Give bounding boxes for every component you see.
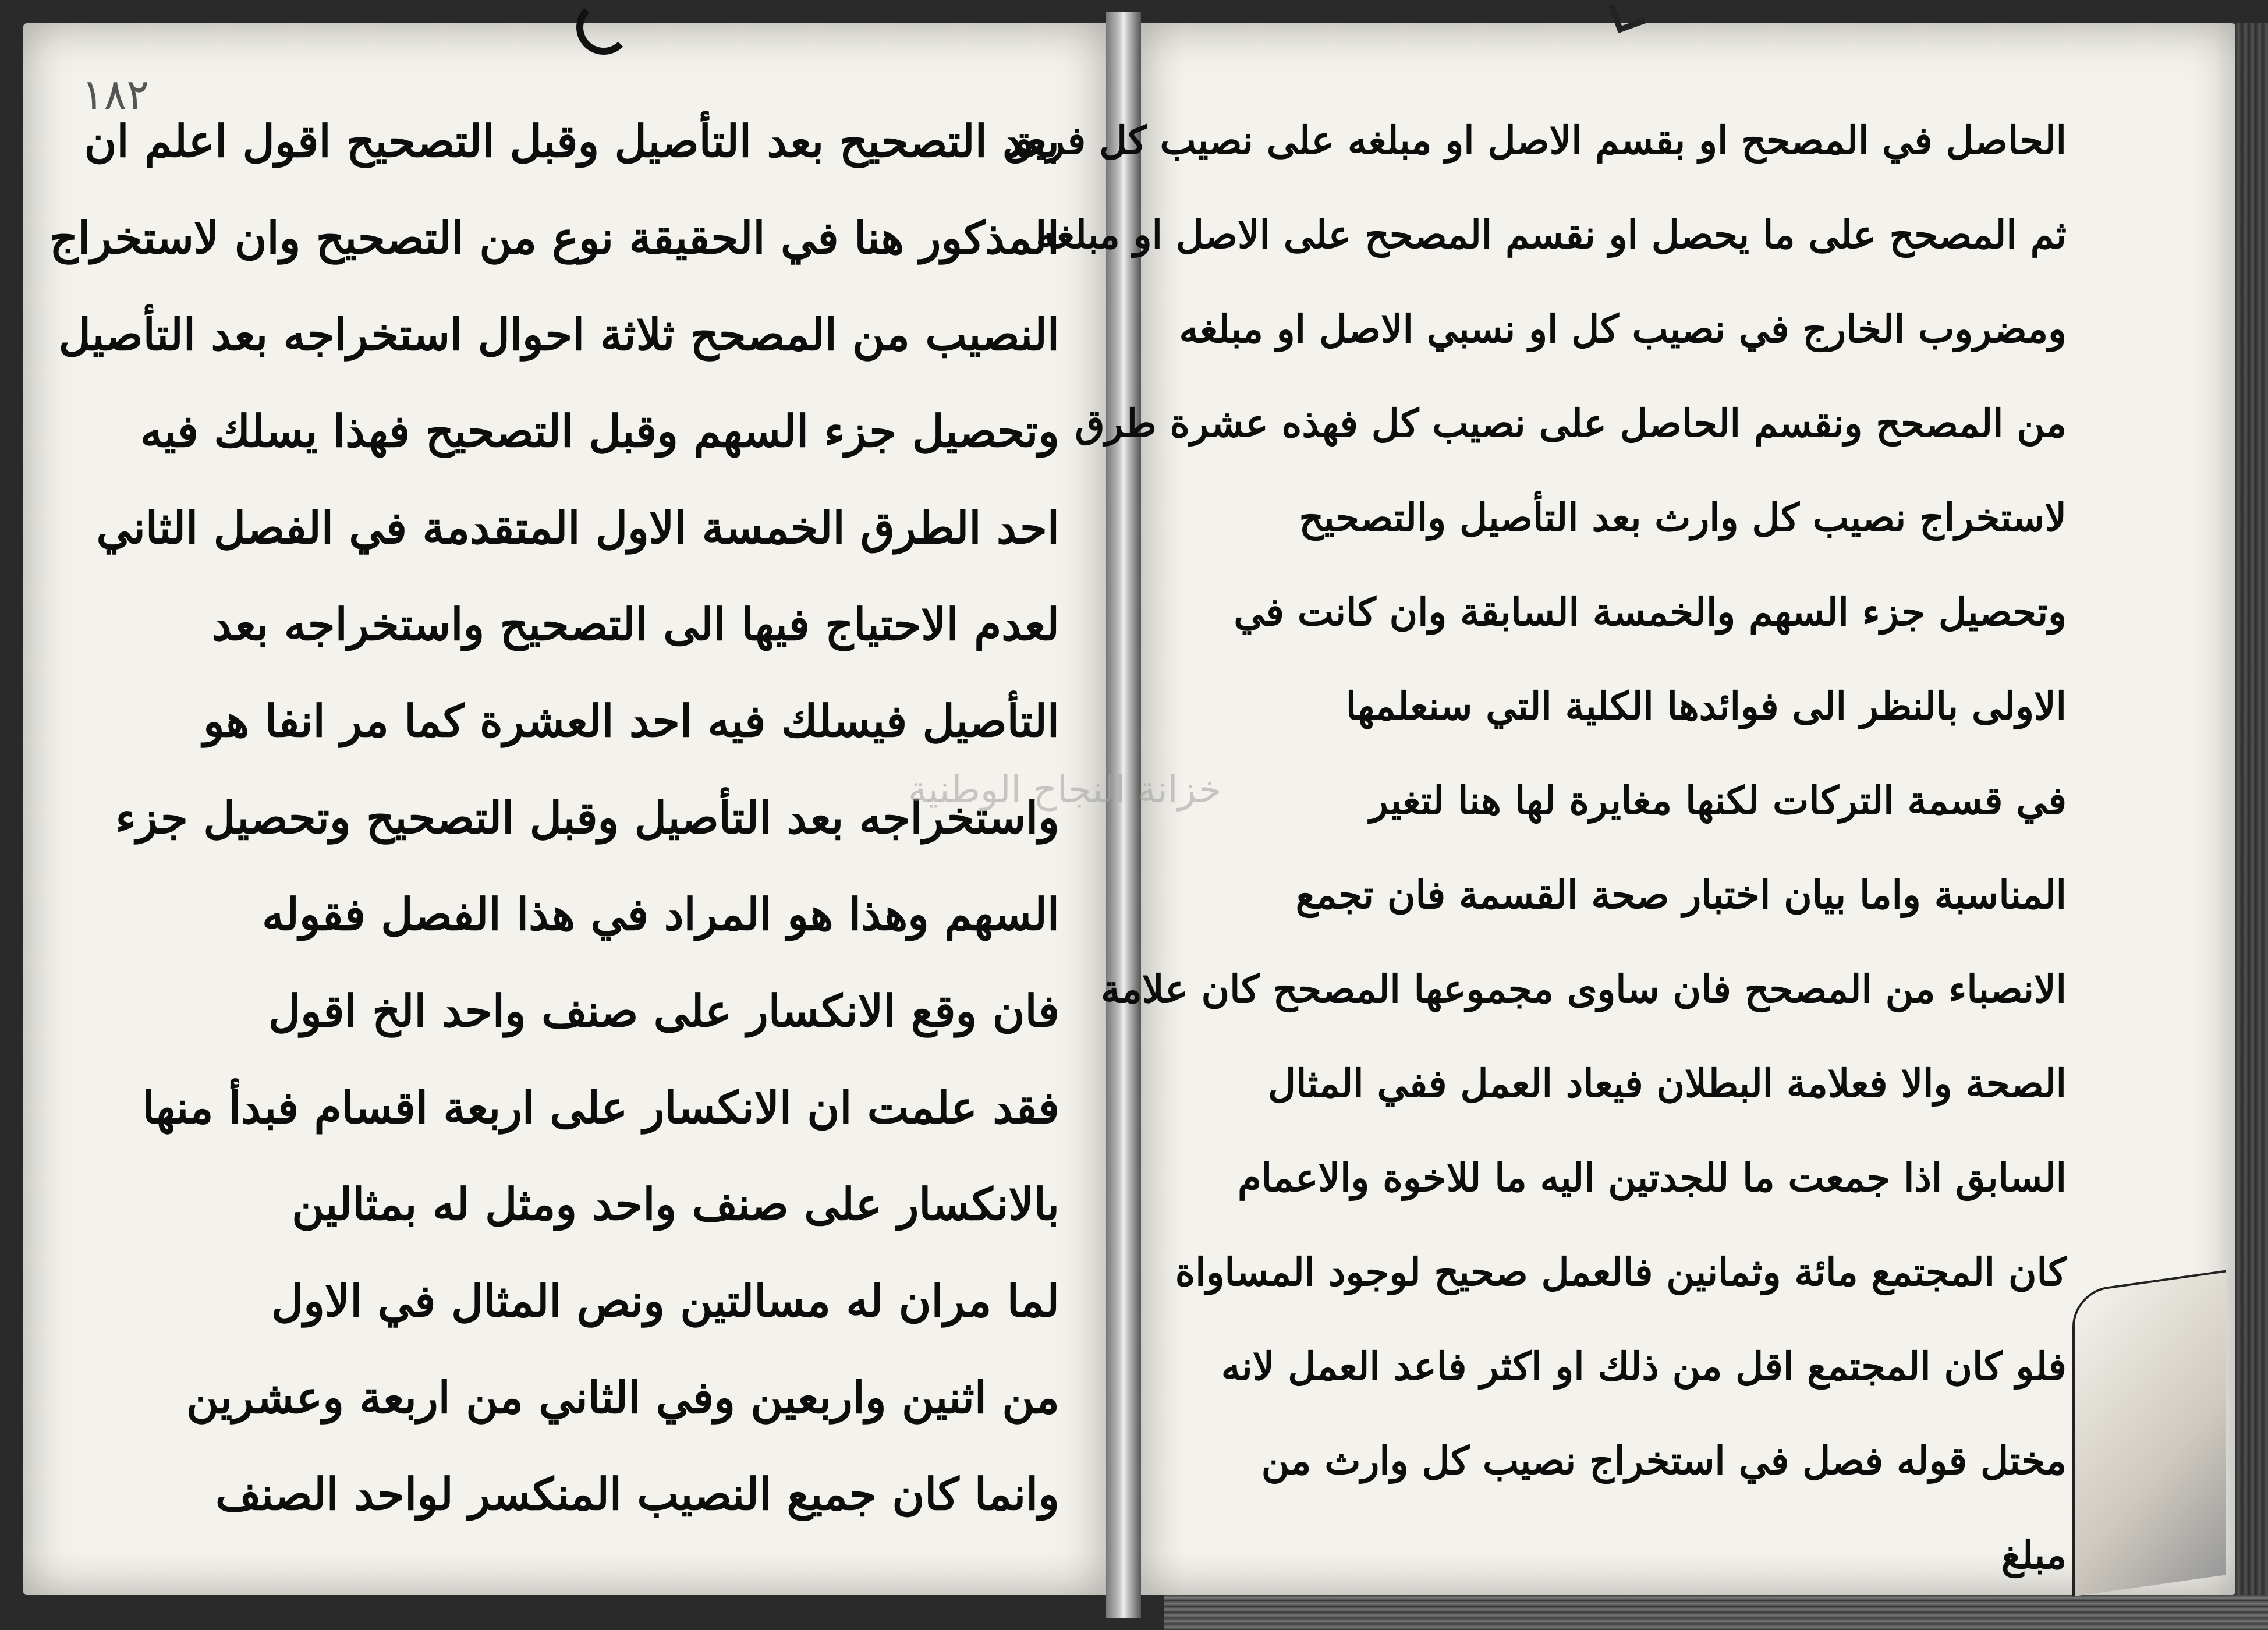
manuscript-line: مختل قوله فصل في استخراج نصيب كل وارث من xyxy=(1261,1438,2067,1483)
manuscript-line: الصحة والا فعلامة البطلان فيعاد العمل ففي المثال xyxy=(1268,1061,2067,1106)
manuscript-line: ثم المصحح على ما يحصل او نقسم المصحح على الاصل او مبلغه xyxy=(1036,212,2067,257)
manuscript-line: وتحصيل جزء السهم والخمسة السابقة وان كانت في xyxy=(1234,589,2067,635)
folio-number: ١٨٢ xyxy=(81,70,150,119)
manuscript-line: احد الطرق الخمسة الاول المتقدمة في الفصل الثاني xyxy=(96,502,1059,554)
manuscript-line: فلو كان المجتمع اقل من ذلك او اكثر فاعد العمل لانه xyxy=(1221,1344,2067,1389)
manuscript-line: السابق اذا جمعت ما للجدتين اليه ما للاخوة والاعمام xyxy=(1237,1155,2067,1200)
manuscript-line: المذكور هنا في الحقيقة نوع من التصحيح وان لاستخراج xyxy=(49,212,1059,264)
manuscript-line: فان وقع الانكسار على صنف واحد الخ اقول xyxy=(268,985,1059,1037)
manuscript-line: المناسبة واما بيان اختبار صحة القسمة فان تجمع xyxy=(1295,872,2067,917)
manuscript-line: السهم وهذا هو المراد في هذا الفصل فقوله xyxy=(261,888,1059,940)
manuscript-line: في قسمة التركات لكنها مغايرة لها هنا لتغير xyxy=(1369,778,2067,823)
manuscript-line: التأصيل فيسلك فيه احد العشرة كما مر انفا هو xyxy=(203,695,1059,747)
manuscript-line: من اثنين واربعين وفي الثاني من اربعة وعشرين xyxy=(186,1372,1059,1423)
manuscript-line: من المصحح ونقسم الحاصل على نصيب كل فهذه عشرة طرق xyxy=(1075,401,2067,446)
library-watermark: خزانة النجاح الوطنية xyxy=(908,768,1222,812)
manuscript-line: الانصباء من المصحح فان ساوى مجموعها المصحح كان علامة xyxy=(1101,966,2067,1012)
manuscript-line: الحاصل في المصحح او بقسم الاصل او مبلغه على نصيب كل فريق xyxy=(1003,118,2067,163)
manuscript-line: وتحصيل جزء السهم وقبل التصحيح فهذا يسلك فيه xyxy=(140,405,1059,457)
curled-page-corner xyxy=(2072,1270,2226,1596)
manuscript-line: النصيب من المصحح ثلاثة احوال استخراجه بعد التأصيل xyxy=(58,309,1059,360)
manuscript-line: كان المجتمع مائة وثمانين فالعمل صحيح لوجود المساواة xyxy=(1175,1249,2067,1295)
manuscript-line: واستخراجه بعد التأصيل وقبل التصحيح وتحصيل جزء xyxy=(115,792,1059,844)
manuscript-line: لعدم الاحتياج فيها الى التصحيح واستخراجه بعد xyxy=(211,598,1059,650)
manuscript-line: بالانكسار على صنف واحد ومثل له بمثالين xyxy=(292,1178,1059,1230)
manuscript-line: لاستخراج نصيب كل وارث بعد التأصيل والتصحيح xyxy=(1299,495,2067,540)
manuscript-line: بعد التصحيح بعد التأصيل وقبل التصحيح اقول اعلم ان xyxy=(84,115,1059,167)
manuscript-line: لما مران له مسالتين ونص المثال في الاول xyxy=(271,1275,1059,1327)
manuscript-line: ومضروب الخارج في نصيب كل او نسبي الاصل او مبلغه xyxy=(1179,306,2067,352)
manuscript-line: الاولى بالنظر الى فوائدها الكلية التي سنعلمها xyxy=(1345,683,2067,729)
manuscript-line: مبلغ xyxy=(2001,1532,2067,1578)
page-stack-edge xyxy=(2235,23,2268,1595)
manuscript-line: وانما كان جميع النصيب المنكسر لواحد الصنف xyxy=(215,1468,1059,1520)
manuscript-line: فقد علمت ان الانكسار على اربعة اقسام فبدأ منها xyxy=(142,1082,1059,1133)
catchword-mark-left xyxy=(576,0,631,55)
